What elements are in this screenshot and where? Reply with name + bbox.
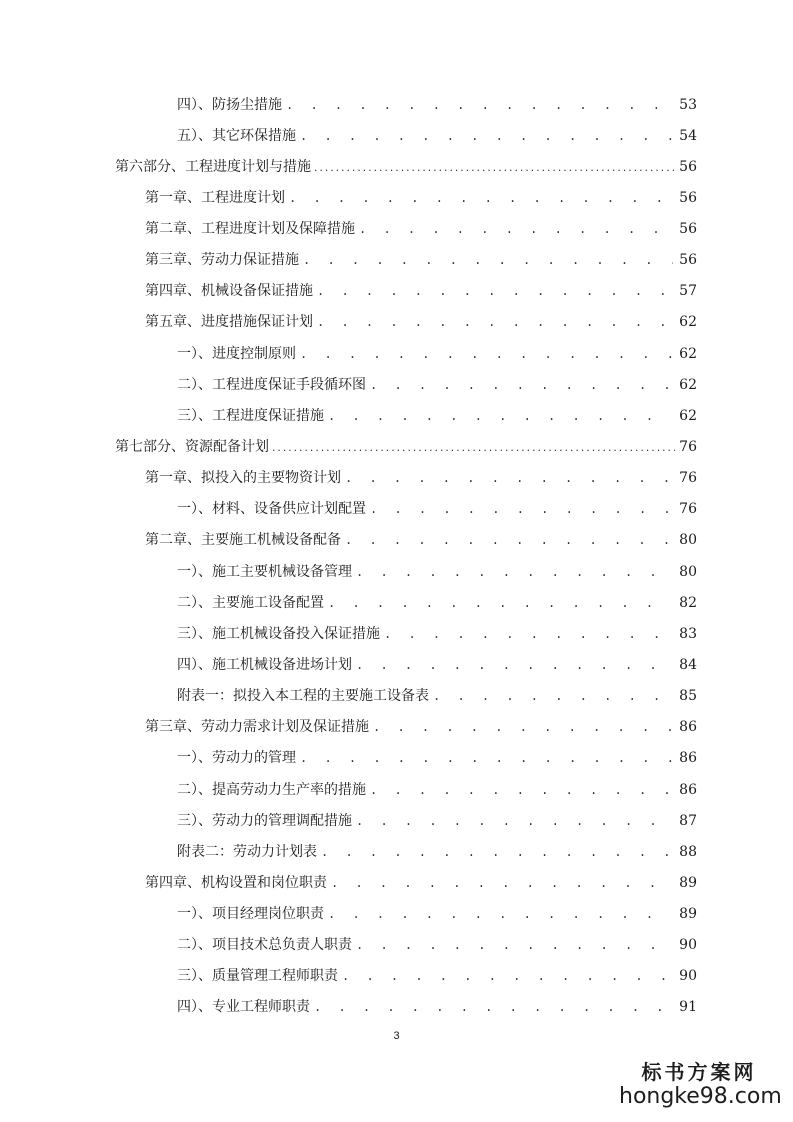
dot-leader [331, 873, 673, 893]
toc-entry[interactable] [177, 997, 697, 1017]
dot-leader [303, 250, 673, 270]
toc-entry-page: 62 [679, 314, 697, 330]
toc-entry[interactable] [177, 966, 697, 986]
toc-entry-title: 第三章、劳动力需求计划及保证措施 [145, 719, 369, 735]
dot-leader [313, 159, 675, 179]
toc-entry-title: 三）、工程进度保证措施 [177, 408, 324, 424]
toc-entry[interactable] [177, 811, 697, 831]
toc-entry-page: 90 [679, 937, 697, 953]
toc-entry-part[interactable] [115, 157, 697, 179]
toc-entry[interactable] [145, 281, 697, 301]
toc-entry-title: 一）、劳动力的管理 [177, 750, 296, 766]
toc-entry-title: 第六部分、工程进度计划与措施 [115, 159, 311, 175]
toc-entry-page: 85 [679, 688, 697, 704]
dot-leader [345, 468, 673, 488]
dot-leader [317, 281, 673, 301]
toc-entry-title: 第四章、机构设置和岗位职责 [145, 875, 327, 891]
toc-entry-page: 76 [679, 439, 697, 455]
toc-entry-page: 56 [679, 221, 697, 237]
toc-entry-page: 62 [679, 408, 697, 424]
toc-entry-page: 80 [679, 532, 697, 548]
toc-entry[interactable] [177, 904, 697, 924]
toc-entry-title: 四）、专业工程师职责 [177, 999, 310, 1015]
dot-leader [300, 126, 673, 146]
dot-leader [286, 95, 673, 115]
toc-entry-page: 89 [679, 875, 697, 891]
toc-entry[interactable] [145, 468, 697, 488]
toc-entry-page: 83 [679, 626, 697, 642]
toc-entry-title: 一）、施工主要机械设备管理 [177, 564, 352, 580]
toc-entry[interactable] [145, 219, 697, 239]
toc-entry-title: 第一章、拟投入的主要物资计划 [145, 470, 341, 486]
toc-entry-title: 第三章、劳动力保证措施 [145, 252, 299, 268]
toc-entry-title: 第四章、机械设备保证措施 [145, 283, 313, 299]
toc-entry-page: 86 [679, 719, 697, 735]
toc-entry-title: 一）、进度控制原则 [177, 346, 296, 362]
toc-entry-title: 一）、项目经理岗位职责 [177, 906, 324, 922]
toc-entry-page: 62 [679, 346, 697, 362]
dot-leader [317, 312, 673, 332]
site-watermark [619, 1060, 782, 1110]
toc-entry[interactable] [145, 717, 697, 737]
toc-entry-title: 附表一：拟投入本工程的主要施工设备表 [177, 688, 429, 704]
dot-leader [370, 780, 673, 800]
toc-entry[interactable] [145, 873, 697, 893]
dot-leader [370, 499, 673, 519]
toc-entry-title: 第二章、主要施工机械设备配备 [145, 532, 341, 548]
toc-entry-page: 86 [679, 750, 697, 766]
toc-entry-title: 第五章、进度措施保证计划 [145, 314, 313, 330]
dot-leader [370, 375, 673, 395]
dot-leader [356, 811, 673, 831]
toc-entry-title: 附表二：劳动力计划表 [177, 844, 317, 860]
toc-entry-title: 二）、主要施工设备配置 [177, 595, 324, 611]
toc-entry[interactable] [177, 126, 697, 146]
toc-entry-title: 三）、施工机械设备投入保证措施 [177, 626, 380, 642]
toc-entry-page: 76 [679, 470, 697, 486]
toc-entry[interactable] [177, 935, 697, 955]
toc-entry-title: 第二章、工程进度计划及保障措施 [145, 221, 355, 237]
toc-entry-title: 二）、项目技术总负责人职责 [177, 937, 352, 953]
toc-entry[interactable] [177, 686, 697, 706]
dot-leader [300, 748, 673, 768]
toc-entry-page: 86 [679, 782, 697, 798]
dot-leader [356, 935, 673, 955]
toc-entry[interactable] [145, 530, 697, 550]
toc-entry-page: 82 [679, 595, 697, 611]
toc-entry-page: 62 [679, 377, 697, 393]
toc-entry[interactable] [177, 748, 697, 768]
dot-leader [356, 562, 673, 582]
toc-entry-title: 四）、施工机械设备进场计划 [177, 657, 352, 673]
toc-entry-title: 三）、劳动力的管理调配措施 [177, 813, 352, 829]
toc-entry-title: 一）、材料、设备供应计划配置 [177, 501, 366, 517]
toc-entry-page: 90 [679, 968, 697, 984]
dot-leader [314, 997, 673, 1017]
dot-leader [433, 686, 673, 706]
dot-leader [328, 593, 673, 613]
dot-leader [342, 966, 673, 986]
toc-entry-page: 56 [679, 252, 697, 268]
dot-leader [300, 344, 673, 364]
toc-entry[interactable] [177, 375, 697, 395]
toc-entry[interactable] [177, 655, 697, 675]
dot-leader [271, 439, 675, 459]
toc-entry-title: 第一章、工程进度计划 [145, 190, 285, 206]
toc-entry-page: 76 [679, 501, 697, 517]
toc-entry-title: 五）、其它环保措施 [177, 128, 296, 144]
toc-entry-page: 53 [679, 97, 697, 113]
toc-entry-page: 89 [679, 906, 697, 922]
toc-entry-page: 88 [679, 844, 697, 860]
toc-entry-page: 84 [679, 657, 697, 673]
page-number: 3 [393, 1030, 400, 1042]
dot-leader [359, 219, 673, 239]
toc-entry[interactable] [177, 95, 697, 115]
dot-leader [321, 842, 673, 862]
toc-entry-title: 二）、提高劳动力生产率的措施 [177, 782, 366, 798]
toc-entry[interactable] [177, 624, 697, 644]
toc-entry[interactable] [177, 499, 697, 519]
toc-entry-page: 56 [679, 159, 697, 175]
toc-entry-title: 四）、防扬尘措施 [177, 97, 282, 113]
dot-leader [328, 406, 673, 426]
toc-entry[interactable] [145, 250, 697, 270]
toc-entry[interactable] [177, 562, 697, 582]
dot-leader [373, 717, 673, 737]
watermark-brand: 标书方案网 [641, 1060, 757, 1084]
toc-entry[interactable] [177, 780, 697, 800]
toc-entry-page: 80 [679, 564, 697, 580]
toc-entry-title: 三）、质量管理工程师职责 [177, 968, 338, 984]
toc-entry-page: 57 [679, 283, 697, 299]
toc-entry[interactable] [145, 312, 697, 332]
dot-leader [289, 188, 673, 208]
watermark-url: hongke98.com [619, 1084, 782, 1109]
toc-entry-page: 54 [679, 128, 697, 144]
dot-leader [345, 530, 673, 550]
toc-entry-part[interactable] [115, 437, 697, 459]
toc-entry[interactable] [177, 406, 697, 426]
toc-entry-title: 二）、工程进度保证手段循环图 [177, 377, 366, 393]
toc-entry-page: 56 [679, 190, 697, 206]
toc-entry[interactable] [177, 842, 697, 862]
toc-entry-title: 第七部分、资源配备计划 [115, 439, 269, 455]
dot-leader [384, 624, 673, 644]
dot-leader [356, 655, 673, 675]
toc-entry[interactable] [145, 188, 697, 208]
toc-entry[interactable] [177, 593, 697, 613]
dot-leader [328, 904, 673, 924]
toc-entry[interactable] [177, 344, 697, 364]
toc-entry-page: 91 [679, 999, 697, 1015]
toc-entry-page: 87 [679, 813, 697, 829]
